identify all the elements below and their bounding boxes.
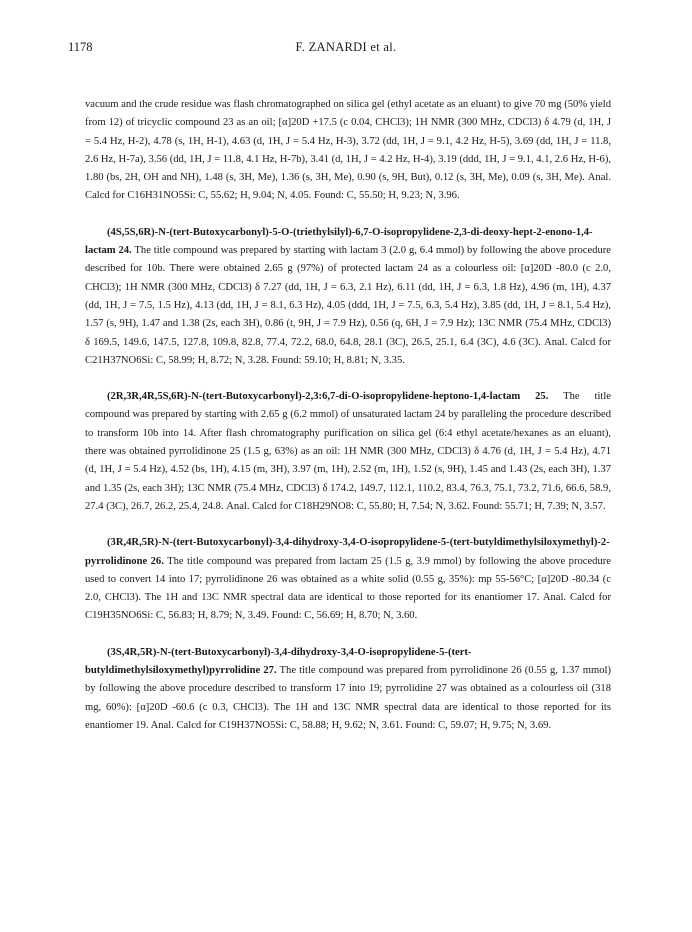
paragraph-text: The title compound was prepared by starting with lactam 3 (2.0 g, 6.4 mmol) by following the above procedure described for 10b. There were obtained 2.65 g (97%) of protected lactam 24 as a colourless oil: [α]20D -80.0 (c 2.0, CHCl3); 1H NMR (300 MHz, CDCl3) δ 7.27 (dd, 1H, J = 6.3, 2.1 Hz), 6.11 (dd, 1H, J = 6.3, 1.8 Hz), 4.96 (m, 1H), 4.37 (dd, 1H, J = 7.5, 1.5 Hz), 4.13 (dd, 1H, J = 8.1, 6.3 Hz), 4.05 (ddd, 1H, J = 7.5, 6.3, 5.4 Hz), 3.85 (dd, 1H, J = 8.1, 5.4 Hz), 1.57 (s, 9H), 1.47 and 1.38 (2s, each 3H), 0.86 (t, 9H, J = 7.9 Hz), 0.56 (q, 6H, J = 7.9 Hz); 13C NMR (75.4 MHz, CDCl3) δ 169.5, 149.6, 147.5, 127.8, 109.8, 82.8, 77.4, 72.2, 68.0, 64.8, 28.1 (3C), 26.5, 25.1, 6.4 (3C), 4.6 (3C). Anal. Calcd for C21H37NO6Si: C, 58.99; H, 8.72; N, 3.28. Found: 59.10; H, 8.81; N, 3.35.	[85, 245, 612, 366]
compound-heading: (3R,4R,5R)-N-(tert-Butoxycarbonyl)-3,4-dihydroxy-3,4-O-isopropylidene-5-(tert-butyldimethylsiloxymethyl)-2-pyrrolidinone 26.	[85, 537, 610, 567]
running-head: F. ZANARDI et al.	[295, 40, 397, 54]
compound-heading: (3S,4R,5R)-N-(tert-Butoxycarbonyl)-3,4-dihydroxy-3,4-O-isopropylidene-5-(tert-butyldimethylsiloxymethyl)pyrrolidine 27.	[85, 646, 472, 677]
paragraph-compound-26	[85, 534, 611, 625]
paragraph-continuation	[85, 96, 611, 206]
page-header	[68, 40, 624, 58]
paragraph-text: The title compound was prepared from lactam 25 (1.5 g, 3.9 mmol) by following the above procedure used to convert 14 into 17; pyrrolidinone 26 was obtained as a white solid (0.55 g, 35%): mp 55-56°C; [α]20D -80.34 (c 2.0, CHCl3). The 1H and 13C NMR spectral data are identical to those reported for its enantiomer 17. Anal. Calcd for C19H35NO6Si: C, 56.83; H, 8.79; N, 3.49. Found: C, 56.69; H, 8.70; N, 3.60.	[85, 555, 612, 622]
paragraph-text: The title compound was prepared by starting with 2.65 g (6.2 mmol) of unsaturated lactam 24 by paralleling the procedure described to transform 10b into 14. After flash chromatography purification on silica gel (6:4 ethyl acetate/hexanes as an eluant), there was obtained pyrrolidinone 25 (1.5 g, 63%) as an oil: 1H NMR (300 MHz, CDCl3) δ 4.76 (d, 1H, J = 5.4 Hz), 4.71 (d, 1H, J = 5.4 Hz), 4.52 (bs, 1H), 4.15 (m, 3H), 3.97 (m, 1H), 2.52 (m, 1H), 1.52 (s, 9H), 1.45 and 1.43 (2s, each 3H), 1.37 and 1.35 (2s, each 3H); 13C NMR (75.4 MHz, CDCl3) δ 174.2, 149.7, 112.1, 110.2, 83.4, 76.3, 75.1, 73.2, 71.6, 66.6, 58.9, 27.4 (3C), 26.7, 26.2, 25.4, 24.8. Anal. Calcd for C18H29NO8: C, 55.80; H, 7.54; N, 3.62. Found: 55.71; H, 7.39; N, 3.57.	[85, 391, 611, 512]
compound-heading: (2R,3R,4R,5S,6R)-N-(tert-Butoxycarbonyl)-2,3:6,7-di-O-isopropylidene-heptono-1,4-lactam 25.	[107, 391, 549, 403]
paragraph-compound-25	[85, 388, 611, 516]
page-number: 1178	[68, 40, 93, 54]
compound-heading: (4S,5S,6R)-N-(tert-Butoxycarbonyl)-5-O-(triethylsilyl)-6,7-O-isopropylidene-2,3-di-deoxy-hept-2-enono-1,4-lactam 24.	[85, 226, 593, 257]
paragraph-text: vacuum and the crude residue was flash chromatographed on silica gel (ethyl acetate as an eluant) to give 70 mg (50% yield from 12) of tricyclic compound 23 as an oil; [α]20D +17.5 (c 0.04, CHCl3); 1H NMR (300 MHz, CDCl3) δ 4.79 (d, 1H, J = 5.4 Hz, H-2), 4.78 (s, 1H, H-1), 4.63 (d, 1H, J = 5.4 Hz, H-3), 3.72 (dd, 1H, J = 9.1, 4.2 Hz, H-5), 3.69 (dd, 1H, J = 11.8, 2.6 Hz, H-7a), 3.56 (dd, 1H, J = 11.8, 4.1 Hz, H-7b), 3.41 (d, 1H, J = 4.2 Hz, H-4), 3.19 (ddd, 1H, J = 9.1, 4.1, 2.6 Hz, H-6), 1.80 (bs, 2H, OH and NH), 1.48 (s, 3H, Me), 1.36 (s, 3H, Me), 0.90 (s, 9H, But), 0.12 (s, 3H, Me), 0.09 (s, 3H, Me). Anal. Calcd for C16H31NO5Si: C, 55.62; H, 9.04; N, 4.05. Found: C, 55.50; H, 9.23; N, 3.96.	[85, 99, 611, 202]
paragraph-compound-24	[85, 224, 611, 370]
paragraph-compound-27	[85, 644, 611, 735]
paragraph-text: The title compound was prepared from pyrrolidinone 26 (0.55 g, 1.37 mmol) by following the above procedure described to transform 17 into 19; pyrrolidine 27 was obtained as a colourless oil (318 mg, 60%): [α]20D -60.6 (c 0.3, CHCl3). The 1H and 13C NMR spectral data are identical to those reported for its enantiomer 19. Anal. Calcd for C19H37NO5Si: C, 58.88; H, 9.62; N, 3.61. Found: C, 59.07; H, 9.75; N, 3.69.	[85, 665, 612, 731]
article-body	[85, 96, 611, 735]
